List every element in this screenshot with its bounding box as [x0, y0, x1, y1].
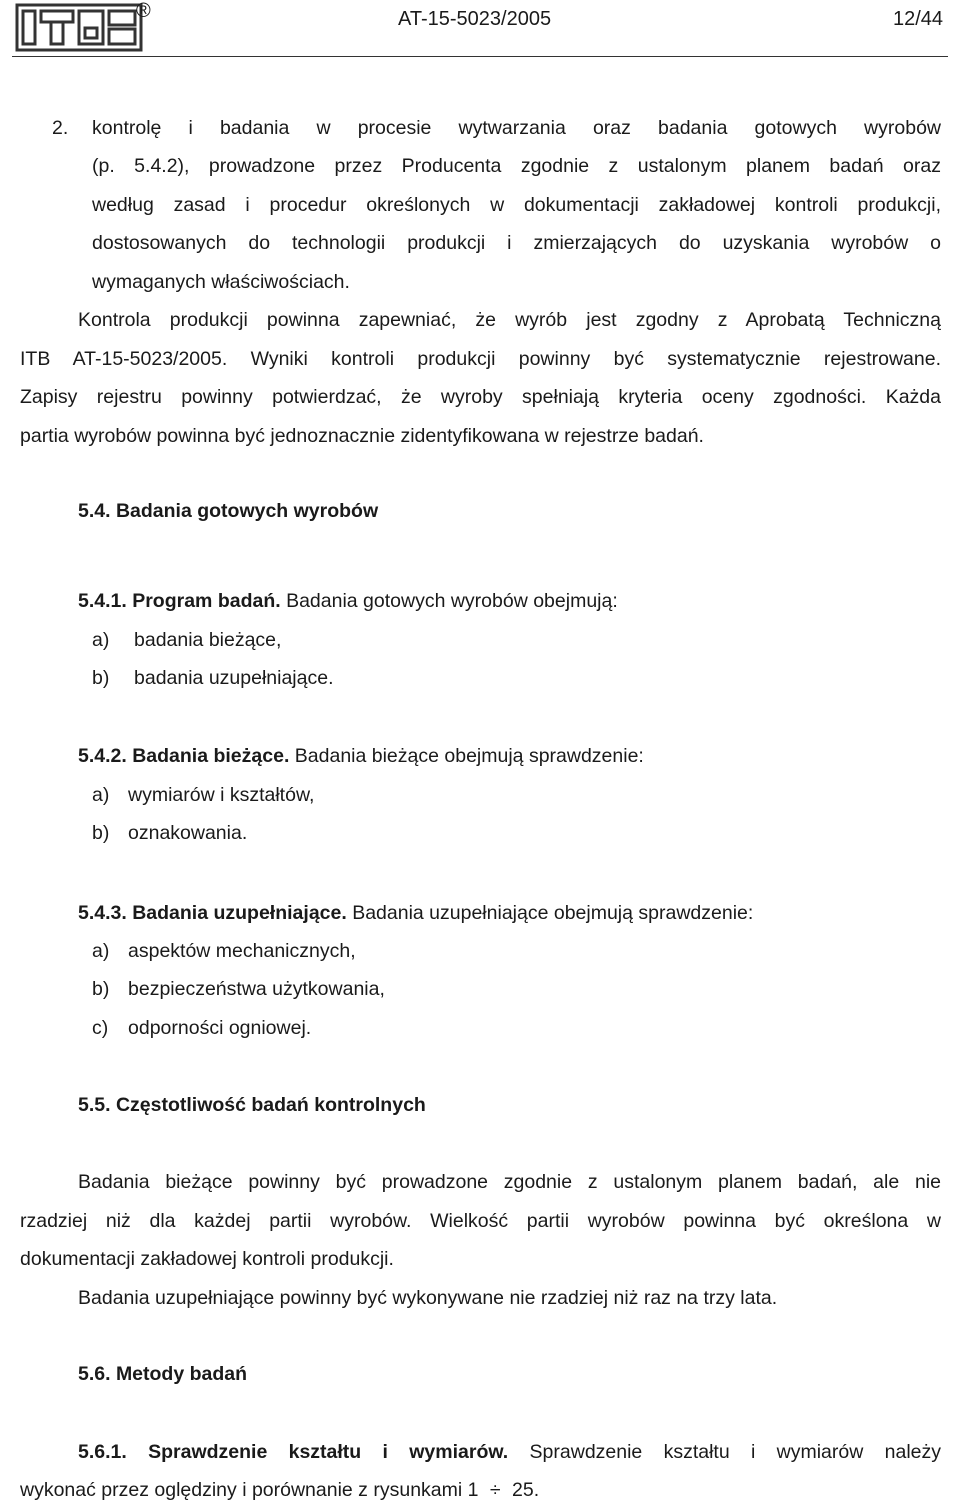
subsection-line [78, 589, 618, 613]
section-heading: 5.4. Badania gotowych wyrobów [78, 500, 379, 522]
item-line: (p. 5.4.2), prowadzone przez Producenta zgodnie z ustalonym planem badań oraz [92, 155, 941, 177]
item-line: dostosowanych do technologii produkcji i zmierzających do uzyskania wyrobów o [92, 232, 941, 254]
list-item: oznakowania. [128, 822, 248, 844]
subsection-text: Badania uzupełniające obejmują sprawdzenie: [346, 902, 754, 924]
item-line: wymaganych właściwościach. [92, 271, 350, 293]
list-marker: b) [92, 822, 110, 844]
header-divider [12, 56, 948, 57]
subsection-text: Sprawdzenie kształtu i wymiarów należy [508, 1441, 942, 1463]
paragraph-text: wykonać przez oględziny i porównanie z rysunkami 1 [20, 1479, 479, 1501]
section-heading: 5.6. Metody badań [78, 1363, 248, 1385]
subsection-line [78, 744, 644, 768]
subsection-text: Badania gotowych wyrobów obejmują: [280, 590, 618, 612]
paragraph-line: Zapisy rejestru powinny potwierdzać, że wyroby spełniają kryteria oceny zgodności. Każda [20, 386, 941, 408]
document-code: AT-15-5023/2005 [398, 8, 552, 30]
paragraph-text: 25. [506, 1479, 540, 1501]
paragraph-line: rzadziej niż dla każdej partii wyrobów. Wielkość partii wyrobów powinna być określona w [20, 1210, 941, 1232]
list-marker: c) [92, 1017, 109, 1039]
list-item: bezpieczeństwa użytkowania, [128, 978, 385, 1000]
item-number: 2. [52, 117, 69, 139]
subsection-line [78, 901, 753, 925]
paragraph-line: Kontrola produkcji powinna zapewniać, że wyrób jest zgodny z Aprobatą Techniczną [78, 309, 941, 331]
page-number: 12/44 [893, 8, 944, 30]
section-heading: 5.5. Częstotliwość badań kontrolnych [78, 1094, 426, 1116]
subsection-line [78, 1440, 941, 1464]
list-item: badania uzupełniające. [134, 667, 334, 689]
subsection-text: Badania bieżące obejmują sprawdzenie: [289, 745, 644, 767]
paragraph-line [20, 1478, 539, 1502]
subsection-heading: 5.4.3. Badania uzupełniające. [78, 902, 347, 924]
paragraph-line: Badania bieżące powinny być prowadzone zgodnie z ustalonym planem badań, ale nie [78, 1171, 941, 1193]
paragraph-line: partia wyrobów powinna być jednoznacznie zidentyfikowana w rejestrze badań. [20, 425, 704, 447]
list-item: odporności ogniowej. [128, 1017, 312, 1039]
item-line: według zasad i procedur określonych w dokumentacji zakładowej kontroli produkcji, [92, 194, 941, 216]
list-marker: a) [92, 940, 110, 962]
paragraph-line: Badania uzupełniające powinny być wykonywane nie rzadziej niż raz na trzy lata. [78, 1287, 778, 1309]
list-marker: b) [92, 667, 110, 689]
subsection-heading: 5.6.1. Sprawdzenie kształtu i wymiarów. [78, 1441, 509, 1463]
registered-mark: ® [136, 0, 151, 22]
list-marker: a) [92, 784, 110, 806]
list-marker: b) [92, 978, 110, 1000]
range-symbol: ÷ [489, 1479, 501, 1501]
subsection-heading: 5.4.1. Program badań. [78, 590, 281, 612]
list-item: aspektów mechanicznych, [128, 940, 356, 962]
paragraph-line: dokumentacji zakładowej kontroli produkcji. [20, 1248, 394, 1270]
subsection-heading: 5.4.2. Badania bieżące. [78, 745, 290, 767]
list-item: wymiarów i kształtów, [128, 784, 315, 806]
paragraph-line: ITB AT-15-5023/2005. Wyniki kontroli produkcji powinny być systematycznie rejestrowane. [20, 348, 941, 370]
list-item: badania bieżące, [134, 629, 282, 651]
list-marker: a) [92, 629, 110, 651]
item-line: kontrolę i badania w procesie wytwarzania oraz badania gotowych wyrobów [92, 117, 941, 139]
